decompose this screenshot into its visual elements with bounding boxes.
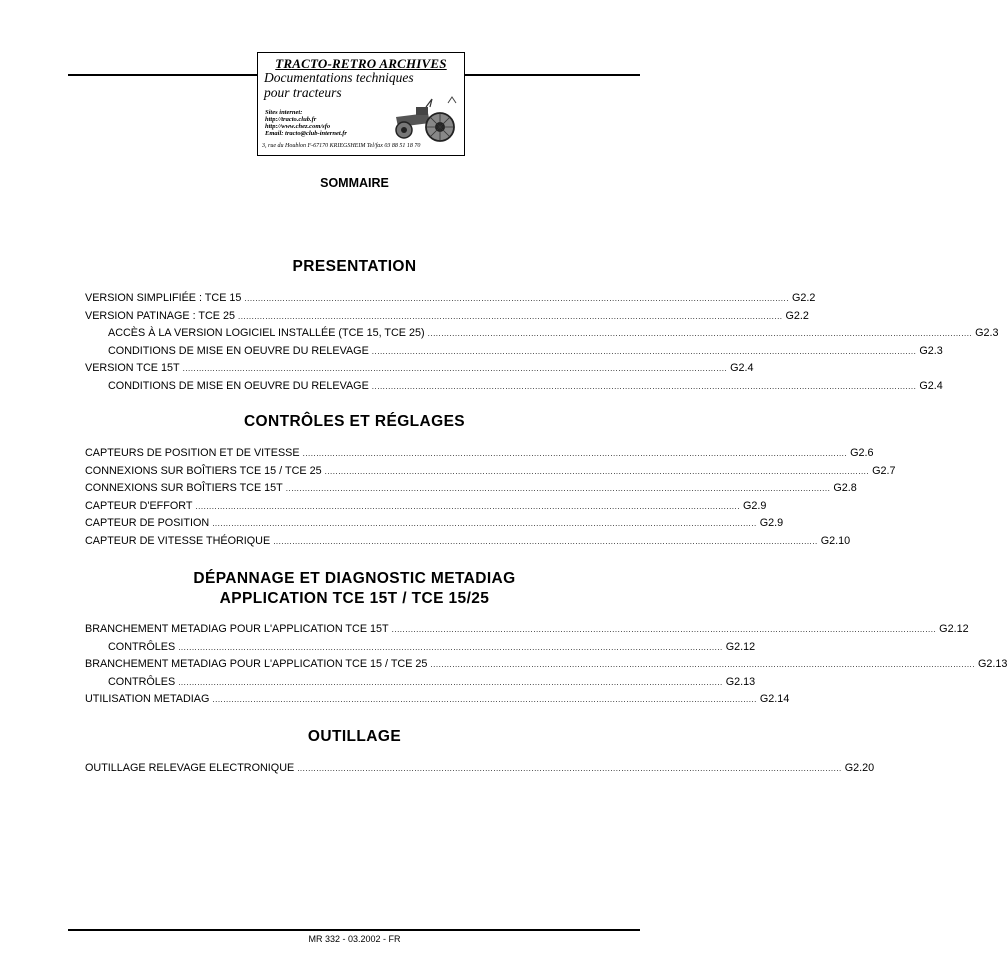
logo-title: TRACTO-RETRO ARCHIVES [275,56,447,71]
toc-entry[interactable] [85,464,896,478]
toc-entry[interactable] [85,534,851,548]
toc-entry[interactable] [85,622,969,636]
toc-page: G2.3 [919,345,943,357]
toc-entry[interactable] [85,309,809,323]
leader-dots: ........................................................................................................................................................................................................ [427,329,973,338]
toc-entry[interactable] [85,692,790,706]
leader-dots: ........................................................................................................................................................................................................ [371,382,917,391]
logo-site1: http://tracto.club.fr [265,116,317,123]
leader-dots: ........................................................................................................................................................................................................ [297,764,842,773]
section-subtitle-application: APPLICATION TCE 15T / TCE 15/25 [219,590,490,607]
toc-entry[interactable] [108,640,756,654]
toc-label: ACCÈS À LA VERSION LOGICIEL INSTALLÉE (TCE 15, TCE 25) [108,327,425,339]
leader-dots: ........................................................................................................................................................................................................ [212,519,757,528]
logo-line2: pour tracteurs [264,85,342,100]
toc-page: G2.8 [833,482,857,494]
archive-stamp-logo [257,52,465,156]
toc-entry[interactable] [85,657,1007,671]
toc-page: G2.3 [975,327,999,339]
header-rule-right [465,74,640,76]
header-rule-left [68,74,257,76]
toc-entry[interactable] [85,291,816,305]
toc-page: G2.4 [919,380,943,392]
toc-label: CONDITIONS DE MISE EN OEUVRE DU RELEVAGE [108,380,369,392]
toc-label: CONTRÔLES [108,676,176,688]
toc-label: CONNEXIONS SUR BOÎTIERS TCE 15 / TCE 25 [85,465,322,477]
leader-dots: ........................................................................................................................................................................................................ [285,484,831,493]
toc-label: CAPTEUR DE VITESSE THÉORIQUE [85,535,271,547]
leader-dots: ........................................................................................................................................................................................................ [212,695,757,704]
leader-dots: ........................................................................................................................................................................................................ [302,449,848,458]
toc-label: CAPTEUR D'EFFORT [85,500,193,512]
toc-label: CAPTEUR DE POSITION [85,517,210,529]
logo-sites-label: Sites internet: [265,109,303,116]
leader-dots: ........................................................................................................................................................................................................ [244,294,789,303]
leader-dots: ........................................................................................................................................................................................................ [238,312,783,321]
section-title-controles: CONTRÔLES ET RÉGLAGES [243,413,466,430]
toc-entry[interactable] [85,361,754,375]
toc-entry[interactable] [108,326,999,340]
toc-entry[interactable] [85,446,874,460]
toc-page: G2.7 [872,465,896,477]
toc-page: G2.20 [844,762,875,774]
toc-label: CONTRÔLES [108,641,176,653]
leader-dots: ........................................................................................................................................................................................................ [371,347,917,356]
toc-label: BRANCHEMENT METADIAG POUR L'APPLICATION TCE 15 / TCE 25 [85,658,428,670]
toc-label: VERSION PATINAGE : TCE 25 [85,310,235,322]
leader-dots: ........................................................................................................................................................................................................ [182,364,728,373]
toc-page: G2.12 [939,623,969,635]
toc-entry[interactable] [85,516,784,530]
toc-page: G2.13 [977,658,1007,670]
document-reference: MR 332 - 03.2002 - FR [308,934,401,944]
leader-dots: ........................................................................................................................................................................................................ [178,643,723,652]
toc-page: G2.12 [725,641,756,653]
section-title-outillage: OUTILLAGE [307,728,402,745]
toc-label: VERSION TCE 15T [85,362,180,374]
toc-entry[interactable] [108,379,943,393]
toc-entry[interactable] [85,499,767,513]
leader-dots: ........................................................................................................................................................................................................ [273,537,818,546]
toc-page: G2.9 [742,500,767,512]
logo-email: Email: tracto@club-internet.fr [265,130,347,137]
toc-entry[interactable] [85,761,875,775]
toc-entry[interactable] [108,675,756,689]
toc-page: G2.10 [820,535,851,547]
tractor-icon [386,97,462,143]
toc-label: CONNEXIONS SUR BOÎTIERS TCE 15T [85,482,283,494]
sommaire-heading: SOMMAIRE [320,176,389,190]
toc-page: G2.6 [850,447,874,459]
leader-dots: ........................................................................................................................................................................................................ [195,502,740,511]
toc-page: G2.4 [730,362,754,374]
logo-site2: http://www.chez.com/sfo [265,123,331,130]
footer-rule [68,929,640,931]
leader-dots: ........................................................................................................................................................................................................ [430,660,975,669]
toc-label: UTILISATION METADIAG [85,693,210,705]
toc-label: VERSION SIMPLIFIÉE : TCE 15 [85,292,242,304]
section-title-depannage: DÉPANNAGE ET DIAGNOSTIC METADIAG [193,570,516,587]
toc-label: CONDITIONS DE MISE EN OEUVRE DU RELEVAGE [108,345,369,357]
toc-page: G2.2 [785,310,809,322]
toc-label: OUTILLAGE RELEVAGE ELECTRONIQUE [85,762,295,774]
toc-label: CAPTEURS DE POSITION ET DE VITESSE [85,447,300,459]
toc-page: G2.14 [759,693,790,705]
leader-dots: ........................................................................................................................................................................................................ [324,467,870,476]
leader-dots: ........................................................................................................................................................................................................ [178,678,723,687]
logo-line1: Documentations techniques [264,70,414,85]
toc-page: G2.2 [791,292,816,304]
leader-dots: ........................................................................................................................................................................................................ [391,625,937,634]
toc-page: G2.9 [759,517,784,529]
toc-page: G2.13 [725,676,756,688]
toc-entry[interactable] [85,481,857,495]
section-title-presentation: PRESENTATION [292,258,417,275]
toc-entry[interactable] [108,344,943,358]
toc-label: BRANCHEMENT METADIAG POUR L'APPLICATION TCE 15T [85,623,389,635]
logo-address: 3, rue du Houblon F-67170 KRIEGSHEIM Tel/fax 03 88 51 18 70 [262,143,421,149]
